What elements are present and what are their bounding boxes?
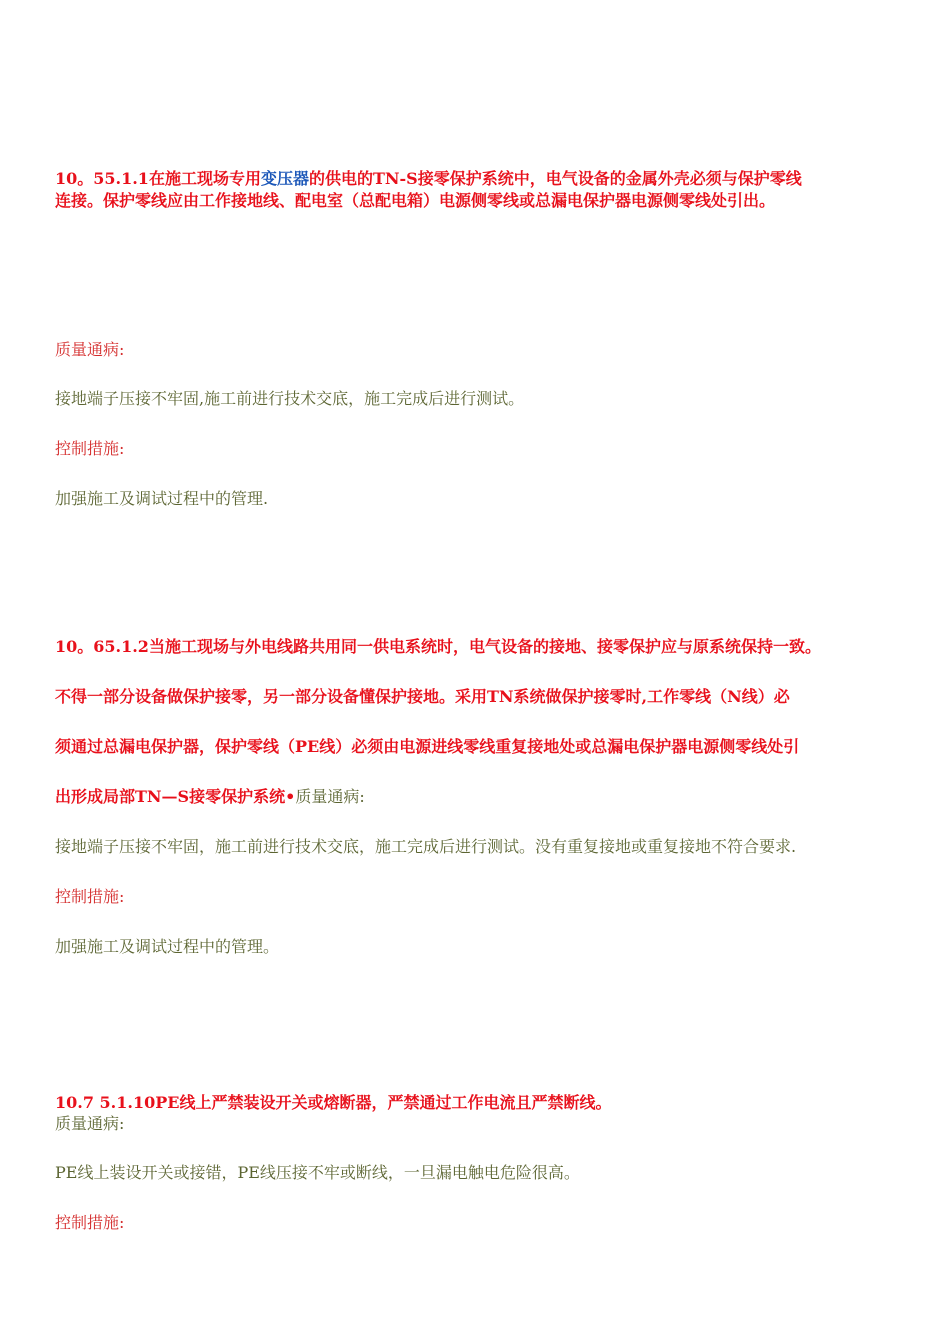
section2-defect-label: 质量通病: [295, 787, 365, 806]
section1-defect-text: 接地端子压接不牢固,施工前进行技术交底，施工完成后进行测试。 [55, 389, 525, 408]
section2-measure-text: 加强施工及调试过程中的管理。 [55, 937, 280, 956]
section3-heading-line1: 10.7 5.1.10PE线上严禁装设开关或熔断器，严禁通过工作电流且严禁断线。 [55, 1093, 612, 1112]
section3-defect-text: PE线上装设开关或接错，PE线压接不牢或断线，一旦漏电触电危险很高。 [55, 1163, 580, 1182]
section1-heading-line2: 连接。保护零线应由工作接地线、配电室（总配电箱）电源侧零线或总漏电保护器电源侧零线处引出。 [55, 191, 776, 210]
section1-measure-label: 控制措施: [55, 439, 125, 458]
section2-heading-line3: 须通过总漏电保护器，保护零线（PE线）必须由电源进线零线重复接地处或总漏电保护器电源侧零线处引 [55, 737, 800, 756]
section2-heading-line2: 不得一部分设备做保护接零，另一部分设备懂保护接地。采用TN系统做保护接零时,工作零线（N线）必 [55, 687, 790, 706]
transformer-link[interactable]: 变压器 [260, 169, 309, 188]
section2-defect-text: 接地端子压接不牢固，施工前进行技术交底，施工完成后进行测试。没有重复接地或重复接地不符合要求. [55, 837, 797, 856]
section1-defect-label: 质量通病: [55, 340, 125, 359]
section1-heading-line1: 10。55.1.1在施工现场专用变压器的供电的TN-S接零保护系统中，电气设备的金属外壳必须与保护零线 [55, 169, 802, 188]
section2-heading-line4: 出形成局部TN—S接零保护系统•质量通病: [55, 787, 365, 806]
section1-measure-text: 加强施工及调试过程中的管理. [55, 489, 269, 508]
section2-heading-line1: 10。65.1.2当施工现场与外电线路共用同一供电系统时，电气设备的接地、接零保护应与原系统保持一致。 [55, 637, 821, 656]
section3-defect-label: 质量通病: [55, 1114, 125, 1133]
section2-measure-label: 控制措施: [55, 887, 125, 906]
section3-measure-label: 控制措施: [55, 1213, 125, 1232]
